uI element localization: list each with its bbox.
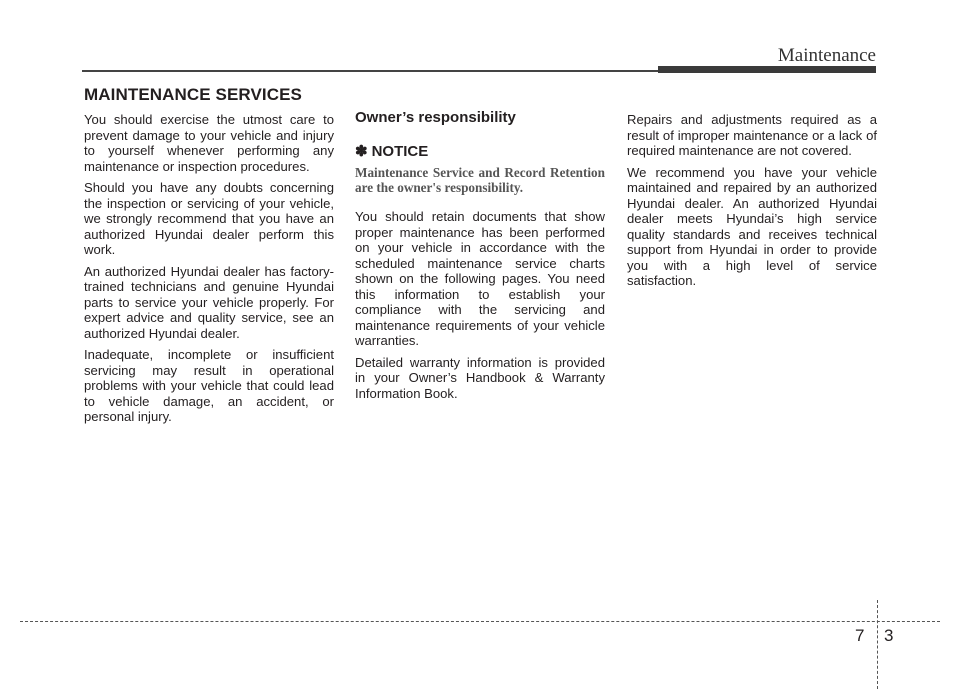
column-2 xyxy=(355,110,605,407)
chapter-number: 7 xyxy=(855,626,865,645)
section-title: MAINTENANCE SERVICES xyxy=(84,85,302,104)
paragraph: You should exercise the utmost care to prevent damage to your vehicle and injury to yourself whenever performing any maintenance or inspection procedures. xyxy=(84,112,334,174)
header-title: Maintenance xyxy=(777,45,876,66)
footer-vertical-dashed-rule xyxy=(877,600,878,689)
paragraph: Inadequate, incomplete or insufficient servicing may result in operational problems with your vehicle that could lead to vehicle damage, an accident, or personal injury. xyxy=(84,347,334,424)
paragraph: Repairs and adjustments required as a result of improper maintenance or a lack of required maintenance are not covered. xyxy=(627,112,877,158)
footer-dashed-rule xyxy=(20,621,940,622)
notice-text: Maintenance Service and Record Retention are the owner's responsibility. xyxy=(355,165,605,195)
column-1 xyxy=(84,112,334,431)
page-number: 3 xyxy=(884,626,894,645)
notice-label: NOTICE xyxy=(371,142,429,160)
sub-heading-owners-responsibility: Owner’s responsibility xyxy=(355,109,516,126)
paragraph: An authorized Hyundai dealer has factory-trained technicians and genuine Hyundai parts to service your vehicle properly. For expert advice and quality service, see an authorized Hyundai dealer. xyxy=(84,263,334,341)
paragraph: Should you have any doubts concerning the inspection or servicing of your vehicle, we strongly recommend that you have an authorized Hyundai dealer perform this work. xyxy=(84,180,334,257)
notice-icon: ✽ xyxy=(355,142,368,160)
notice-heading xyxy=(355,144,605,160)
header-rule-thick xyxy=(658,66,876,73)
paragraph: Detailed warranty information is provided in your Owner’s Handbook & Warranty Information Book. xyxy=(355,354,605,401)
paragraph: We recommend you have your vehicle maintained and repaired by an authorized Hyundai dealer. An authorized Hyundai dealer meets Hyundai’s high service quality standards and receives technical support from Hyundai in order to provide you with a high level of service satisfaction. xyxy=(627,164,877,288)
column-3 xyxy=(627,112,877,295)
paragraph: You should retain documents that show proper maintenance has been performed on your vehicle in accordance with the scheduled maintenance service charts shown on the following pages. You need this information to establish your compliance with the servicing and maintenance requirements of your vehicle warranties. xyxy=(355,209,605,348)
header-rule-thin xyxy=(82,70,662,72)
